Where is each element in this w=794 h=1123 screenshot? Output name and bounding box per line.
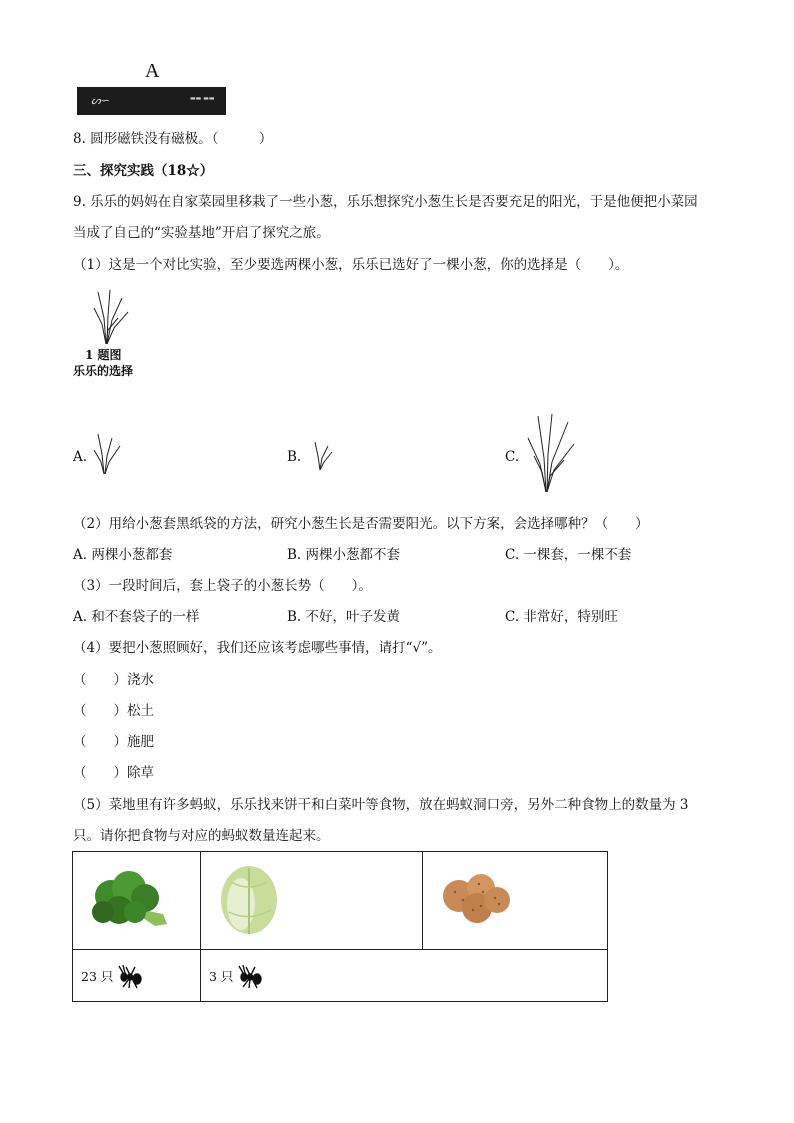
reference-caption-1: 1 题图	[85, 348, 122, 362]
magnet-logo-mark: ᔕ∽	[91, 94, 111, 107]
question-9-5-line2: 只。请你把食物与对应的蚂蚁数量连起来。	[73, 828, 330, 844]
broccoli-cell	[73, 852, 201, 950]
cookie-cell	[423, 852, 608, 950]
care-item-watering: （ ）浇水	[73, 672, 154, 688]
option-2-c: C. 一棵套，一棵不套	[505, 547, 632, 563]
ant-count-3-cell	[201, 950, 608, 1002]
scallion-c-image	[524, 412, 576, 496]
cabbage-cell	[201, 852, 423, 950]
scallion-a-image	[92, 432, 124, 476]
bar-magnet-image	[77, 87, 226, 115]
ant-icon	[117, 963, 143, 989]
ant-count-3: 3 只	[209, 968, 234, 984]
question-9-line1: 9. 乐乐的妈妈在自家菜园里移栽了一些小葱，乐乐想探究小葱生长是否要充足的阳光，于是他便把小菜园	[73, 194, 698, 210]
cabbage-image	[201, 852, 422, 945]
option-2-a: A. 两棵小葱都套	[73, 547, 173, 563]
care-item-fertilize: （ ）施肥	[73, 734, 154, 750]
option-1-c: C.	[505, 449, 520, 465]
option-3-b: B. 不好，叶子发黄	[287, 609, 401, 625]
food-ant-table	[72, 851, 608, 1002]
ant-count-23: 23 只	[81, 968, 114, 984]
option-3-c: C. 非常好，特别旺	[505, 609, 618, 625]
magnet-label: A	[145, 60, 160, 82]
option-3-a: A. 和不套袋子的一样	[73, 609, 200, 625]
question-9-2: （2）用给小葱套黑纸袋的方法，研究小葱生长是否需要阳光。以下方案，会选择哪种？（ ）	[73, 516, 649, 532]
scallion-b-image	[310, 440, 334, 472]
ant-count-23-cell	[73, 950, 201, 1002]
option-2-b: B. 两棵小葱都不套	[287, 547, 401, 563]
magnet-fine-print: ▬▬ ▬▬	[190, 95, 215, 102]
question-9-line2: 当成了自己的“实验基地”开启了探究之旅。	[73, 225, 330, 241]
section-3-title: 三、探究实践（18☆）	[73, 163, 214, 179]
ant-icon	[237, 963, 263, 989]
question-8: 8. 圆形磁铁没有磁极。（ ）	[73, 131, 273, 147]
option-1-a: A.	[73, 449, 88, 465]
broccoli-image	[73, 852, 200, 945]
question-9-4: （4）要把小葱照顾好，我们还应该考虑哪些事情，请打“√”。	[73, 640, 442, 656]
care-item-loosen-soil: （ ）松土	[73, 703, 154, 719]
question-9-3: （3）一段时间后，套上袋子的小葱长势（ ）。	[73, 578, 372, 594]
reference-scallion-image	[88, 288, 132, 346]
question-9-1: （1）这是一个对比实验，至少要选两棵小葱，乐乐已选好了一棵小葱，你的选择是（ ）。	[73, 257, 629, 273]
cookie-image	[423, 852, 607, 945]
question-9-5-line1: （5）菜地里有许多蚂蚁，乐乐找来饼干和白菜叶等食物，放在蚂蚁洞口旁，另外二种食物上的数量为 3	[73, 797, 689, 813]
reference-caption-2: 乐乐的选择	[73, 364, 134, 378]
care-item-weeding: （ ）除草	[73, 765, 154, 781]
option-1-b: B.	[287, 449, 302, 465]
